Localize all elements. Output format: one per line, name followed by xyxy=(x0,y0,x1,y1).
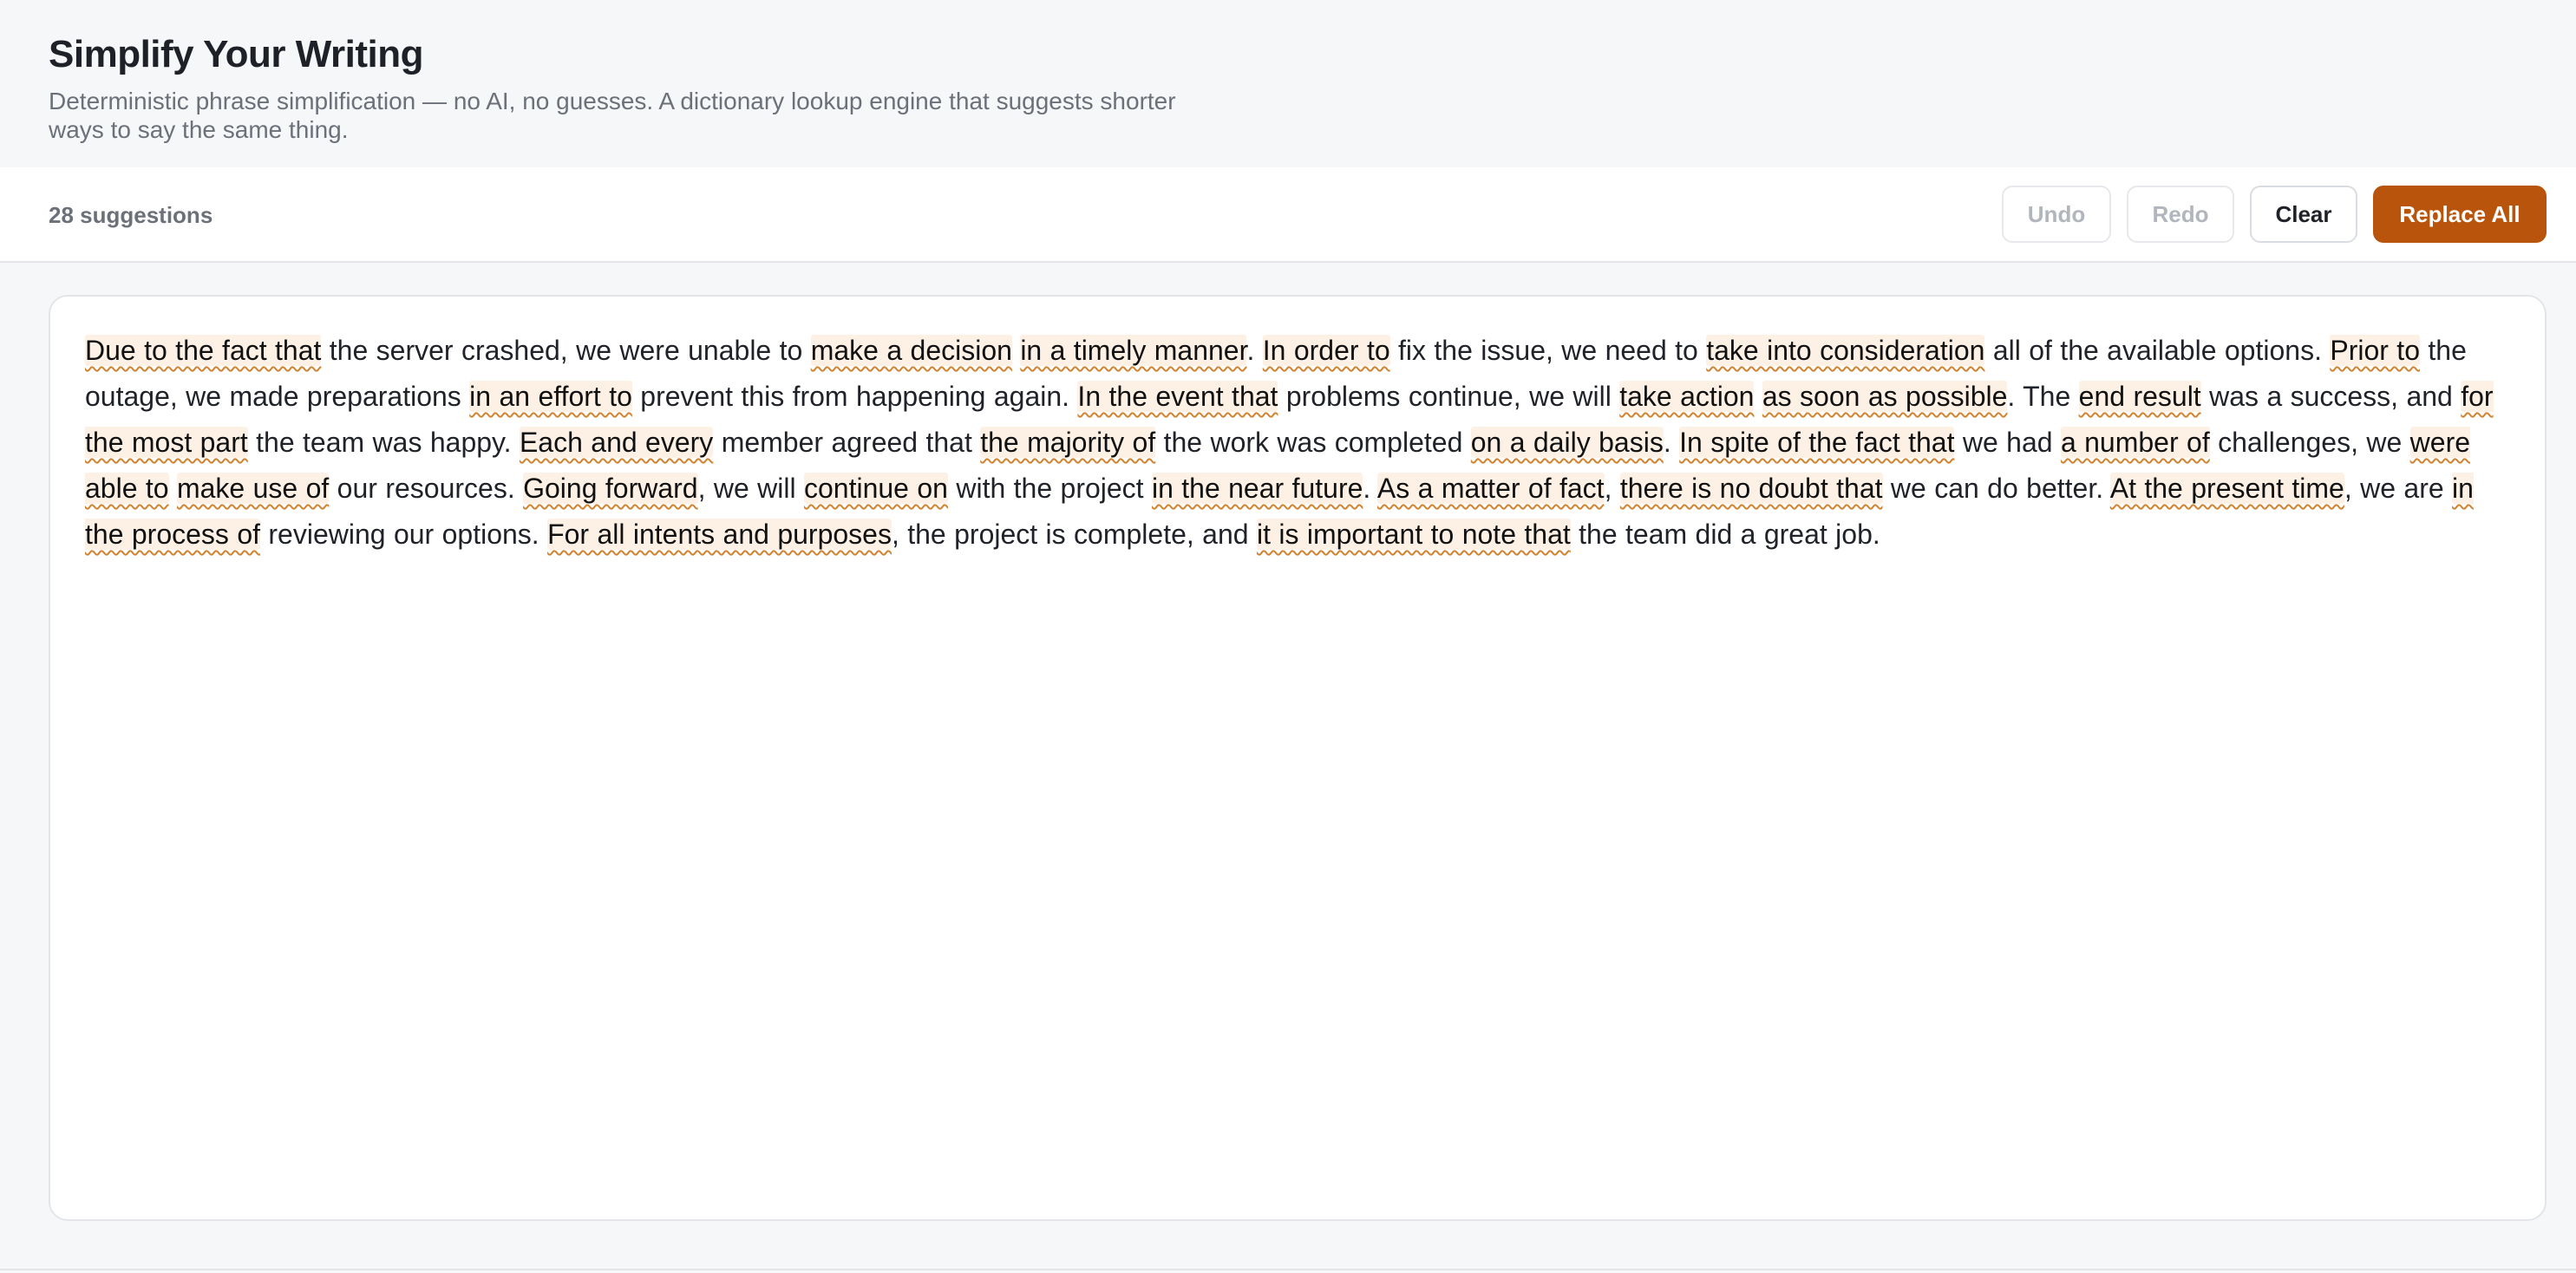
page-title: Simplify Your Writing xyxy=(49,33,423,75)
redo-button[interactable]: Redo xyxy=(2127,186,2234,243)
suggestion-phrase[interactable]: the majority of xyxy=(980,427,1156,458)
suggestion-phrase[interactable]: in a timely manner xyxy=(1020,335,1247,366)
suggestion-phrase[interactable]: continue on xyxy=(803,473,948,504)
clear-button[interactable]: Clear xyxy=(2250,186,2357,243)
suggestion-phrase[interactable]: In order to xyxy=(1262,335,1390,366)
plain-text: we had xyxy=(1954,427,2061,458)
suggestion-phrase[interactable]: Due to the fact that xyxy=(85,335,322,366)
suggestion-phrase[interactable]: for the most part xyxy=(85,381,2494,458)
suggestion-count: 28 suggestions xyxy=(49,202,213,228)
suggestion-phrase[interactable]: In spite of the fact that xyxy=(1679,427,1955,458)
suggestion-phrase[interactable]: in the near future xyxy=(1151,473,1363,504)
plain-text: , xyxy=(1604,473,1620,504)
suggestion-phrase[interactable]: as soon as possible xyxy=(1762,381,2008,412)
toolbar-actions xyxy=(2002,186,2547,245)
plain-text: the work was completed xyxy=(1155,427,1471,458)
plain-text: we can do better. xyxy=(1882,473,2110,504)
suggestion-phrase[interactable]: In the event that xyxy=(1077,381,1278,412)
plain-text: , we will xyxy=(697,473,804,504)
replace-all-button[interactable]: Replace All xyxy=(2373,186,2547,243)
toolbar xyxy=(0,167,2576,263)
plain-text: the outage, we made preparations xyxy=(85,335,2467,412)
suggestion-phrase[interactable]: a number of xyxy=(2060,427,2210,458)
suggestion-phrase[interactable]: on a daily basis xyxy=(1470,427,1664,458)
plain-text: . The xyxy=(2007,381,2079,412)
plain-text: challenges, we xyxy=(2209,427,2410,458)
suggestion-phrase[interactable]: Going forward xyxy=(523,473,698,504)
plain-text: reviewing our options. xyxy=(260,519,548,550)
suggestion-phrase[interactable]: Prior to xyxy=(2330,335,2420,366)
suggestion-phrase[interactable]: Each and every xyxy=(519,427,714,458)
plain-text: . xyxy=(1246,335,1263,366)
suggestion-phrase[interactable]: make a decision xyxy=(810,335,1012,366)
suggestion-phrase[interactable]: take action xyxy=(1619,381,1755,412)
plain-text: problems continue, we will xyxy=(1278,381,1620,412)
plain-text: with the project xyxy=(947,473,1152,504)
suggestion-phrase[interactable]: in the process of xyxy=(85,473,2474,550)
page-subtitle: Deterministic phrase simplification — no AI, no guesses. A dictionary lookup engine that suggests shorter ways to say the same thing. xyxy=(49,88,1176,143)
divider xyxy=(0,1269,2576,1270)
suggestion-phrase[interactable]: take into consideration xyxy=(1706,335,1985,366)
plain-text: was a success, and xyxy=(2200,381,2462,412)
suggestion-phrase[interactable]: it is important to note that xyxy=(1256,519,1571,550)
undo-button[interactable]: Undo xyxy=(2002,186,2111,243)
suggestion-phrase[interactable]: end result xyxy=(2078,381,2201,412)
editor-text[interactable] xyxy=(85,328,2510,558)
plain-text: fix the issue, we need to xyxy=(1389,335,1707,366)
suggestion-phrase[interactable]: in an effort to xyxy=(469,381,632,412)
plain-text xyxy=(1012,335,1020,366)
plain-text: our resources. xyxy=(329,473,524,504)
plain-text: . xyxy=(1663,427,1680,458)
page-header xyxy=(0,0,2576,167)
suggestion-phrase[interactable]: there is no doubt that xyxy=(1619,473,1883,504)
plain-text: , we are xyxy=(2344,473,2453,504)
text-editor[interactable] xyxy=(49,295,2547,1221)
suggestion-phrase[interactable]: As a matter of fact xyxy=(1376,473,1605,504)
plain-text xyxy=(1754,381,1762,412)
suggestion-phrase[interactable]: For all intents and purposes xyxy=(547,519,892,550)
suggestion-phrase[interactable]: make use of xyxy=(176,473,330,504)
plain-text xyxy=(169,473,177,504)
plain-text: member agreed that xyxy=(713,427,981,458)
suggestion-phrase[interactable]: At the present time xyxy=(2109,473,2344,504)
plain-text: the team did a great job. xyxy=(1570,519,1880,550)
plain-text: . xyxy=(1363,473,1377,504)
plain-text: all of the available options. xyxy=(1984,335,2331,366)
plain-text: , the project is complete, and xyxy=(891,519,1257,550)
suggestion-phrase[interactable]: were able to xyxy=(85,427,2471,504)
plain-text: prevent this from happening again. xyxy=(631,381,1078,412)
plain-text: the server crashed, we were unable to xyxy=(321,335,811,366)
plain-text: the team was happy. xyxy=(247,427,520,458)
